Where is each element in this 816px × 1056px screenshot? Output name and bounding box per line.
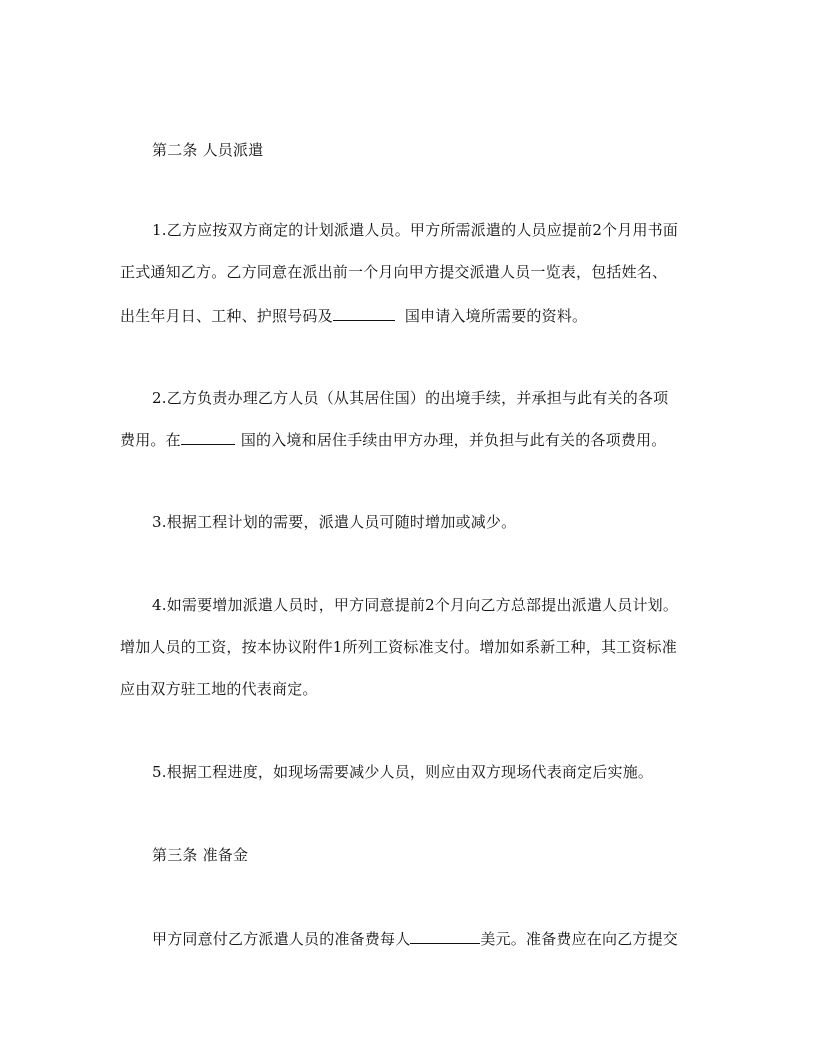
article-3-heading: 第三条 准备金 bbox=[152, 846, 249, 864]
article-2-para-1-line-1: 1.乙方应按双方商定的计划派遣人员。甲方所需派遣的人员应提前2个月用书面 bbox=[152, 221, 679, 239]
article-2-para-4-line-1: 4.如需要增加派遣人员时，甲方同意提前2个月向乙方总部提出派遣人员计划。 bbox=[152, 596, 679, 614]
article-2-para-5-line-1: 5.根据工程进度，如现场需要减少人员，则应由双方现场代表商定后实施。 bbox=[152, 763, 654, 781]
article-2-para-2-line-2-start: 费用。在 bbox=[120, 431, 181, 449]
article-2-para-3-line-1: 3.根据工程计划的需要，派遣人员可随时增加或减少。 bbox=[152, 513, 517, 531]
article-3-para-1-line-1-end: 美元。准备费应在向乙方提交 bbox=[480, 930, 679, 948]
article-2-para-1-line-3 bbox=[120, 305, 587, 326]
article-2-para-4-line-2: 增加人员的工资，按本协议附件1所列工资标准支付。增加如系新工种，其工资标准 bbox=[120, 638, 677, 656]
article-2-para-4-line-3: 应由双方驻工地的代表商定。 bbox=[120, 680, 318, 698]
article-2-para-1-line-3-start: 出生年月日、工种、护照号码及 bbox=[120, 307, 333, 325]
article-3-para-1-line-1 bbox=[152, 928, 678, 949]
article-2-para-1-line-2: 正式通知乙方。乙方同意在派出前一个月向甲方提交派遣人员一览表，包括姓名、 bbox=[120, 263, 668, 281]
article-3-para-1-line-1-start: 甲方同意付乙方派遣人员的准备费每人 bbox=[152, 930, 411, 948]
amount-blank bbox=[410, 928, 480, 944]
article-2-para-2-line-1: 2.乙方负责办理乙方人员（从其居住国）的出境手续，并承担与此有关的各项 bbox=[152, 389, 669, 407]
article-2-para-2-line-2 bbox=[120, 429, 666, 450]
article-2-heading: 第二条 人员派遣 bbox=[152, 141, 264, 159]
country-blank-2 bbox=[181, 429, 235, 445]
article-2-para-2-line-2-end: 国的入境和居住手续由甲方办理，并负担与此有关的各项费用。 bbox=[240, 431, 667, 449]
article-2-para-1-line-3-end: 国申请入境所需要的资料。 bbox=[404, 307, 588, 325]
country-blank-1 bbox=[333, 305, 395, 321]
